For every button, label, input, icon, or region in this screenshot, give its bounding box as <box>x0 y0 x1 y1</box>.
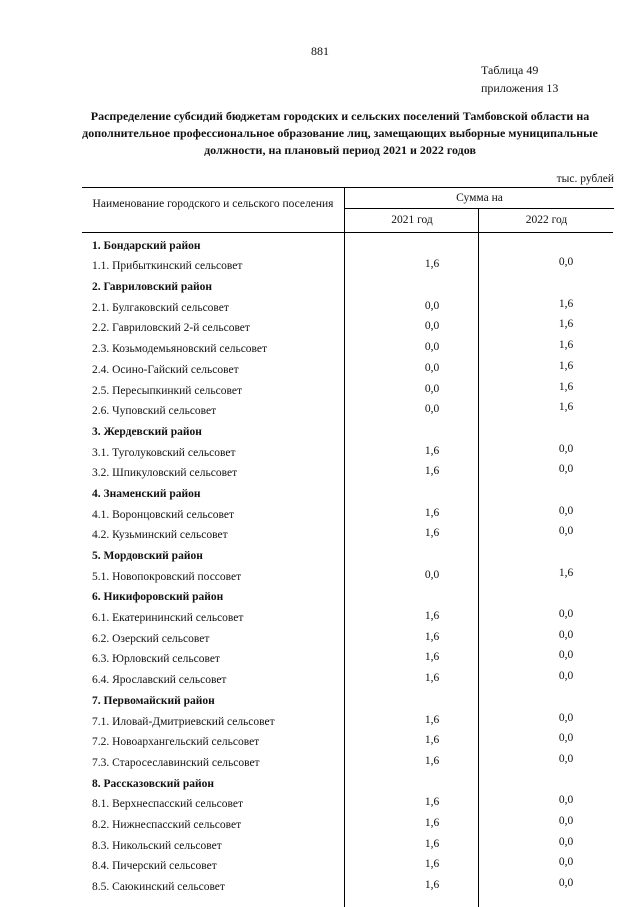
table-row <box>82 605 613 626</box>
row-name: 2.4. Осино-Гайский сельсовет <box>92 363 239 376</box>
row-name: 1.1. Прибыткинский сельсовет <box>92 260 243 273</box>
table-row <box>82 854 613 875</box>
table-row <box>82 523 613 544</box>
row-name: 2.3. Козьмодемьяновский сельсовет <box>92 343 268 356</box>
value-2022: 0,0 <box>558 814 574 827</box>
value-2021: 1,6 <box>424 879 440 891</box>
value-2022: 0,0 <box>558 670 574 683</box>
value-2022: 0,0 <box>558 608 574 621</box>
value-2021: 1,6 <box>424 796 440 809</box>
table-id: Таблица 49 <box>481 63 539 77</box>
value-2021: 1,6 <box>424 672 440 685</box>
value-2022: 1,6 <box>558 380 574 393</box>
row-name: 2.6. Чуповский сельсовет <box>92 405 217 418</box>
row-name: 6. Никифоровский район <box>92 591 224 604</box>
table-row <box>82 647 613 668</box>
row-name: 6.4. Ярославский сельсовет <box>92 674 227 687</box>
value-2022: 1,6 <box>558 339 574 352</box>
row-name: 8.2. Нижнеспасский сельсовет <box>92 818 242 831</box>
value-2021: 0,0 <box>424 403 440 416</box>
value-2021: 0,0 <box>424 320 440 333</box>
row-name: 3.1. Туголуковский сельсовет <box>92 446 236 459</box>
table-row <box>82 812 613 833</box>
value-2021: 1,6 <box>424 444 440 457</box>
table-row <box>82 461 613 482</box>
value-2021: 1,6 <box>424 651 440 664</box>
row-name: 7.1. Иловай-Дмитриевский сельсовет <box>92 715 275 728</box>
page-number: 881 <box>311 44 329 58</box>
table-row <box>82 730 613 751</box>
table-row <box>82 709 613 730</box>
row-name: 2. Гавриловский район <box>92 281 213 294</box>
value-2021: 0,0 <box>424 299 440 312</box>
value-2022: 0,0 <box>558 794 574 807</box>
district-row <box>82 274 613 295</box>
value-2021: 1,6 <box>424 837 440 850</box>
value-2022: 0,0 <box>558 628 574 641</box>
value-2021: 0,0 <box>424 361 440 374</box>
row-name: 6.3. Юрловский сельсовет <box>92 653 220 666</box>
row-name: 5.1. Новопокровский поссовет <box>92 570 242 583</box>
table-row <box>82 502 613 523</box>
table-row <box>82 399 613 420</box>
value-2022: 1,6 <box>558 359 574 372</box>
header-year-2021: 2021 год <box>344 209 479 232</box>
row-name: 1. Бондарский район <box>92 239 201 252</box>
row-name: 7.3. Старосеславинский сельсовет <box>92 756 260 769</box>
value-2022: 0,0 <box>558 732 574 745</box>
row-name: 8.5. Саюкинский сельсовет <box>92 881 225 893</box>
row-name: 8.4. Пичерский сельсовет <box>92 860 217 873</box>
value-2021: 1,6 <box>424 630 440 643</box>
table-row <box>82 316 613 337</box>
district-row <box>82 771 613 792</box>
value-2022: 0,0 <box>558 877 574 889</box>
row-name: 7.2. Новоархангельский сельсовет <box>92 736 260 749</box>
table-row <box>82 254 613 275</box>
value-2022: 1,6 <box>558 566 574 579</box>
appendix-id: приложения 13 <box>481 81 559 95</box>
district-row <box>82 688 613 709</box>
value-2022: 1,6 <box>558 401 574 414</box>
table-row <box>82 626 613 647</box>
value-2022: 0,0 <box>558 835 574 848</box>
row-name: 6.1. Екатерининский сельсовет <box>92 612 244 625</box>
district-row <box>82 543 613 564</box>
table-body <box>82 233 613 907</box>
value-2022: 0,0 <box>558 256 574 269</box>
document-title: Распределение субсидий бюджетам городских и сельских поселений Тамбовской области на дополнительное профессиональное образование лиц, замещающих выборные муниципальные должности, на плановый период 2021 и 2022 годов <box>82 109 598 157</box>
header-sum: Сумма на <box>344 188 614 209</box>
table-row <box>82 440 613 461</box>
value-2022: 0,0 <box>558 442 574 455</box>
header-year-2022: 2022 год <box>478 209 614 232</box>
value-2021: 1,6 <box>424 610 440 623</box>
value-2022: 0,0 <box>558 463 574 476</box>
table-row <box>82 833 613 854</box>
row-name: 5. Мордовский район <box>92 550 203 562</box>
row-name: 4.2. Кузьминский сельсовет <box>92 529 228 542</box>
row-name: 2.1. Булгаковский сельсовет <box>92 301 229 314</box>
row-name: 4.1. Воронцовский сельсовет <box>92 508 235 521</box>
table-row <box>82 874 613 895</box>
header-name: Наименование городского и сельского поселения <box>92 198 334 210</box>
value-2021: 0,0 <box>424 341 440 354</box>
value-2022: 0,0 <box>558 649 574 662</box>
value-2021: 1,6 <box>424 465 440 478</box>
table-row <box>82 336 613 357</box>
value-2021: 1,6 <box>424 713 440 726</box>
table-row <box>82 357 613 378</box>
value-2021: 1,6 <box>424 858 440 871</box>
value-2022: 0,0 <box>558 525 574 538</box>
table-row <box>82 792 613 813</box>
table-row <box>82 378 613 399</box>
row-name: 6.2. Озерский сельсовет <box>92 632 210 645</box>
district-row <box>82 233 613 254</box>
subsidy-table <box>82 187 613 907</box>
row-name: 2.5. Пересыпкинкий сельсовет <box>92 384 243 397</box>
value-2021: 1,6 <box>424 816 440 829</box>
district-row <box>82 585 613 606</box>
table-header <box>82 187 613 233</box>
value-2022: 0,0 <box>558 711 574 724</box>
value-2021: 0,0 <box>424 568 440 581</box>
value-2022: 0,0 <box>558 752 574 765</box>
units-label: тыс. рублей <box>556 173 614 185</box>
district-row <box>82 481 613 502</box>
row-name: 8. Рассказовский район <box>92 777 215 790</box>
table-row <box>82 750 613 771</box>
value-2021: 0,0 <box>424 382 440 395</box>
value-2021: 1,6 <box>424 754 440 767</box>
row-name: 7. Первомайский район <box>92 694 215 707</box>
row-name: 3.2. Шпикуловский сельсовет <box>92 467 238 480</box>
district-row <box>82 419 613 440</box>
row-name: 2.2. Гавриловский 2-й сельсовет <box>92 322 250 335</box>
value-2021: 1,6 <box>424 258 440 271</box>
value-2022: 1,6 <box>558 297 574 310</box>
value-2021: 1,6 <box>424 734 440 747</box>
value-2022: 0,0 <box>558 504 574 517</box>
row-name: 4. Знаменский район <box>92 487 201 500</box>
value-2022: 0,0 <box>558 856 574 869</box>
row-name: 8.1. Верхнеспасский сельсовет <box>92 798 243 811</box>
table-row <box>82 564 613 585</box>
value-2021: 1,6 <box>424 527 440 540</box>
table-row <box>82 667 613 688</box>
row-name: 8.3. Никольский сельсовет <box>92 839 222 852</box>
value-2021: 1,6 <box>424 506 440 519</box>
table-row <box>82 295 613 316</box>
row-name: 3. Жердевский район <box>92 425 202 438</box>
value-2022: 1,6 <box>558 318 574 331</box>
